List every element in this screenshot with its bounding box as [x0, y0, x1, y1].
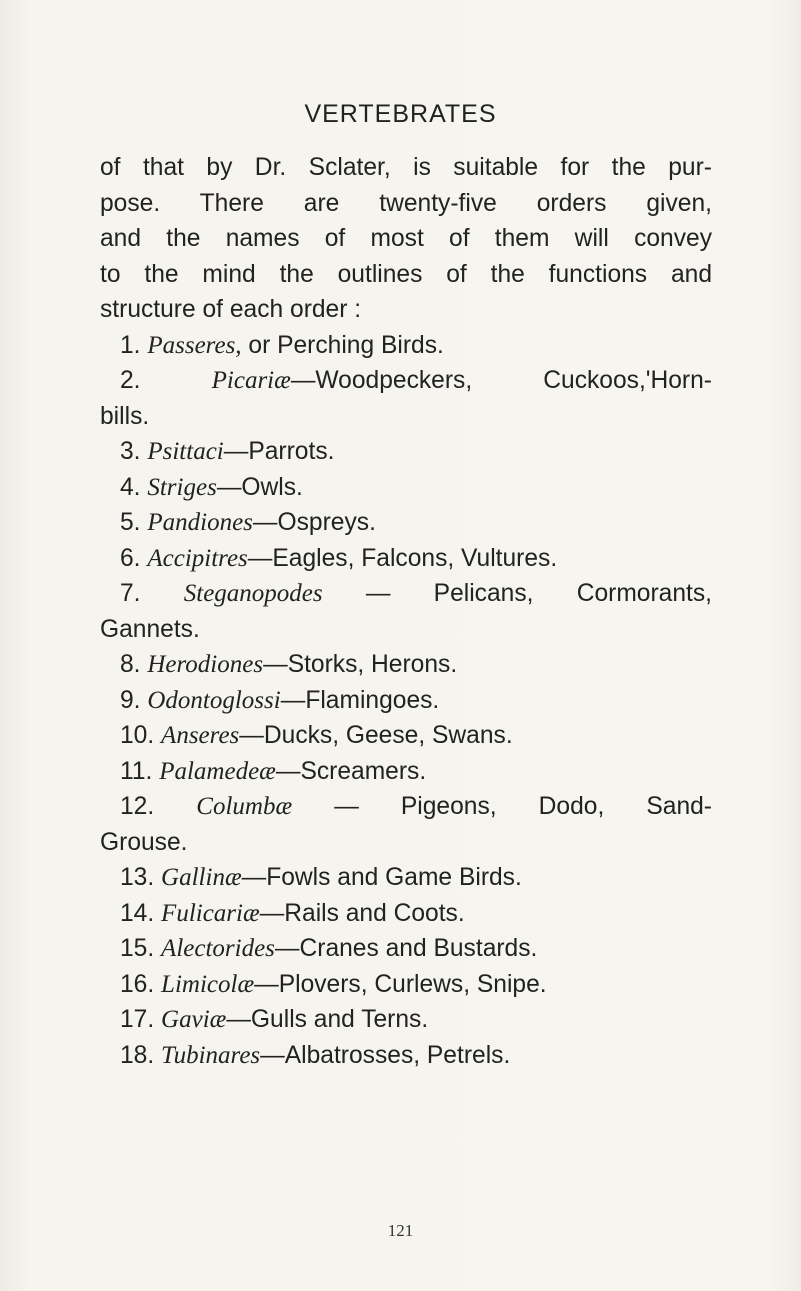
order-number: 14. [120, 899, 155, 927]
order-description: —Flamingoes. [280, 686, 440, 714]
order-number: 9. [120, 686, 141, 714]
intro-line: and the names of most of them will convey [100, 225, 712, 252]
order-latin-name: Columbæ [196, 793, 293, 820]
intro-line: to the mind the outlines of the functions and [100, 260, 712, 288]
order-latin-name: Gallinæ [161, 864, 242, 891]
order-description: —Woodpeckers, Cuckoos,'Horn- [290, 367, 712, 394]
order-latin-name: Limicolæ [161, 970, 255, 998]
order-number: 6. [120, 544, 141, 572]
order-item [100, 1002, 712, 1038]
order-latin-name: Alectorides [161, 935, 275, 962]
order-number: 15. [120, 935, 155, 962]
order-number: 4. [120, 473, 141, 501]
order-item [100, 470, 712, 506]
order-item [100, 896, 712, 932]
order-continuation: Gannets. [100, 615, 200, 643]
intro-paragraph [100, 150, 712, 328]
intro-line: pose. There are twenty-five orders given, [100, 189, 712, 217]
order-item [100, 647, 712, 683]
intro-line: structure of each order : [100, 296, 362, 323]
order-latin-name: Picariæ [211, 367, 291, 394]
order-latin-name: Passeres, [147, 331, 242, 359]
order-number: 8. [120, 651, 141, 678]
order-number: 12. [120, 793, 155, 820]
order-latin-name: Fulicariæ [161, 899, 260, 927]
order-description: —Gulls and Terns. [226, 1006, 429, 1033]
order-latin-name: Pandiones [147, 509, 253, 536]
order-number: 10. [120, 722, 155, 749]
order-item [100, 967, 712, 1003]
order-description: —Rails and Coots. [259, 899, 465, 927]
order-item [100, 576, 712, 612]
order-description: —Plovers, Curlews, Snipe. [254, 970, 547, 998]
orders-list [100, 328, 712, 1074]
order-description: —Parrots. [223, 438, 335, 465]
order-description: —Fowls and Game Birds. [241, 864, 522, 891]
order-latin-name: Accipitres [147, 544, 248, 572]
running-header: VERTEBRATES [304, 100, 497, 128]
order-description: —Ospreys. [252, 509, 376, 536]
order-item [100, 434, 712, 470]
order-number: 3. [120, 438, 141, 465]
order-description: —Cranes and Bustards. [274, 935, 538, 962]
order-latin-name: Psittaci [147, 438, 224, 465]
order-latin-name: Gaviæ [161, 1006, 227, 1033]
order-description: or Perching Birds. [241, 331, 444, 359]
order-number: 17. [120, 1006, 155, 1033]
order-number: 11. [120, 757, 153, 785]
page-number: 121 [387, 1221, 414, 1240]
order-number: 5. [120, 509, 141, 536]
order-latin-name: Odontoglossi [147, 686, 281, 714]
order-item [100, 505, 712, 541]
order-item [100, 754, 712, 790]
order-latin-name: Striges [147, 473, 217, 501]
body-text [100, 150, 712, 1073]
order-number: 1. [120, 331, 141, 359]
order-number: 7. [120, 580, 141, 607]
order-number: 13. [120, 864, 155, 891]
order-item [100, 860, 712, 896]
order-description: —Ducks, Geese, Swans. [239, 722, 513, 749]
order-item [100, 683, 712, 719]
order-description: —Eagles, Falcons, Vultures. [247, 544, 558, 572]
order-item [100, 363, 712, 399]
order-item [100, 328, 712, 364]
order-number: 2. [120, 367, 141, 394]
order-latin-name: Steganopodes [183, 580, 323, 607]
order-item [100, 541, 712, 577]
order-item [100, 789, 712, 825]
order-description: —Albatrosses, Petrels. [260, 1041, 511, 1069]
order-latin-name: Tubinares [161, 1041, 261, 1069]
order-description: — Pelicans, Cormorants, [322, 580, 712, 607]
order-item [100, 1038, 712, 1074]
order-description: —Storks, Herons. [263, 651, 458, 678]
order-item [100, 718, 712, 754]
order-latin-name: Herodiones [147, 651, 264, 678]
intro-line: of that by Dr. Sclater, is suitable for the pur- [100, 154, 712, 181]
order-description: — Pigeons, Dodo, Sand- [292, 793, 712, 820]
order-latin-name: Palamedeæ [159, 757, 276, 785]
order-description: —Screamers. [275, 757, 427, 785]
order-latin-name: Anseres [161, 722, 240, 749]
order-item [100, 931, 712, 967]
order-number: 16. [120, 970, 155, 998]
order-description: —Owls. [216, 473, 303, 501]
order-number: 18. [120, 1041, 155, 1069]
order-continuation: bills. [100, 402, 150, 430]
order-continuation: Grouse. [100, 828, 188, 856]
